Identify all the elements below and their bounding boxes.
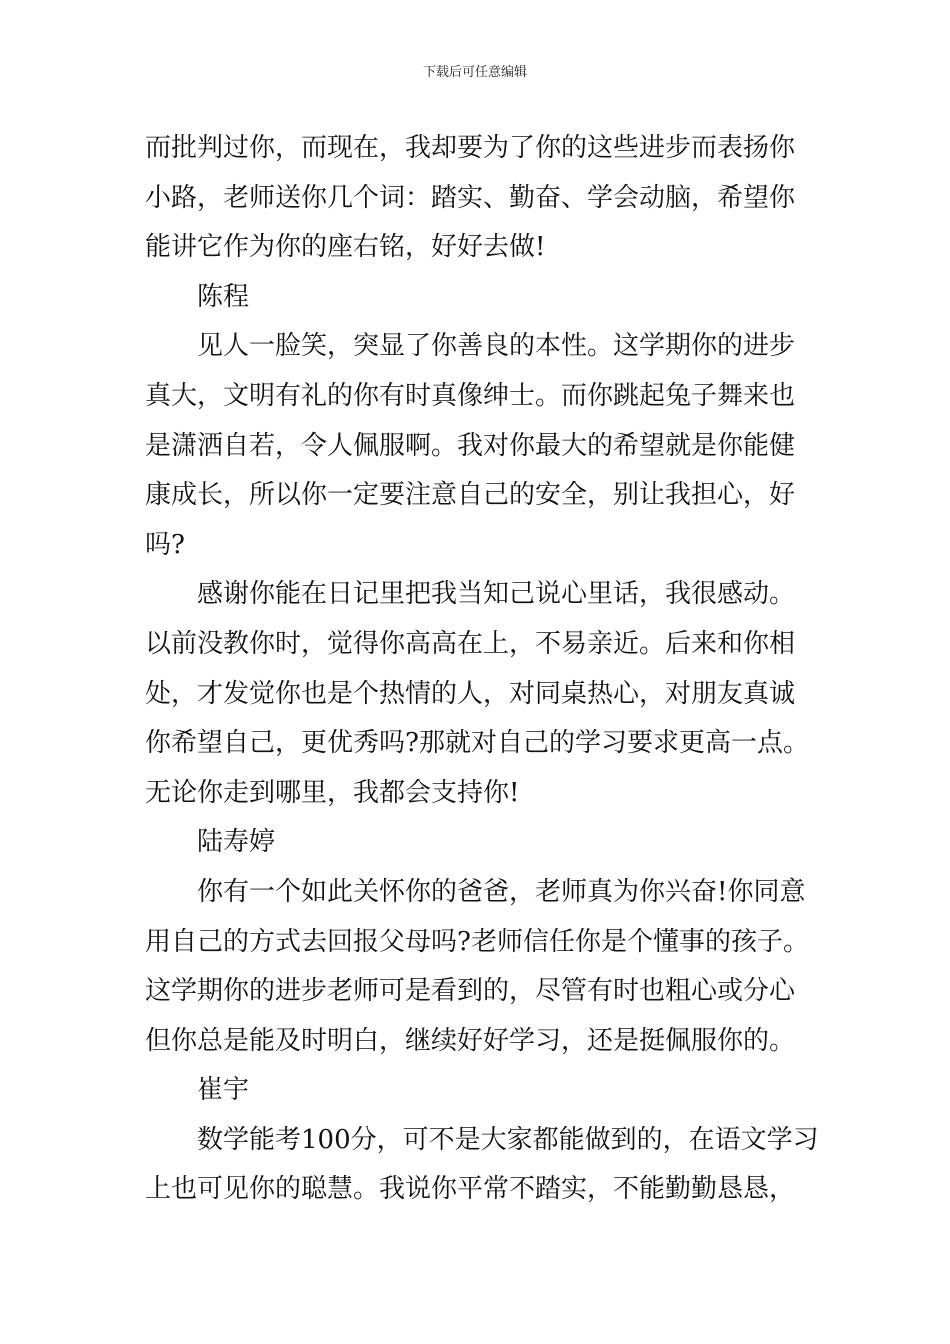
text-line: 但你总是能及时明白，继续好好学习，还是挺佩服你的。 [145, 1025, 796, 1056]
text-line: 你希望自己，更优秀吗?那就对自己的学习要求更高一点。 [145, 728, 809, 759]
student-name: 崔宇 [197, 1075, 250, 1106]
paragraph-start-line: 见人一脸笑，突显了你善良的本性。这学期你的进步 [197, 331, 796, 362]
document-body [145, 124, 819, 1215]
page-header: 下载后可任意编辑 [422, 65, 527, 80]
text-line: 真大，文明有礼的你有时真像绅士。而你跳起兔子舞来也 [145, 380, 796, 411]
text-line: 能讲它作为你的座右铭，好好去做! [145, 232, 546, 263]
text-line: 处，才发觉你也是个热情的人，对同桌热心，对朋友真诚 [145, 678, 796, 709]
text-line: 这学期你的进步老师可是看到的，尽管有时也粗心或分心 [145, 976, 796, 1007]
paragraph-start-line: 你有一个如此关怀你的爸爸，老师真为你兴奋!你同意 [197, 876, 806, 907]
text-line: 用自己的方式去回报父母吗?老师信任你是个懂事的孩子。 [145, 926, 809, 957]
student-name: 陈程 [197, 281, 250, 312]
text-line: 吗? [145, 529, 185, 560]
text-line: 以前没教你时，觉得你高高在上，不易亲近。后来和你相 [145, 628, 796, 659]
paragraph-start-line: 感谢你能在日记里把我当知己说心里话，我很感动。 [197, 579, 796, 610]
text-line: 康成长，所以你一定要注意自己的安全，别让我担心，好 [145, 480, 796, 511]
paragraph-start-line: 数学能考100分，可不是大家都能做到的，在语文学习 [197, 1124, 819, 1155]
text-line: 小路，老师送你几个词：踏实、勤奋、学会动脑，希望你 [145, 182, 796, 213]
text-line: 无论你走到哪里，我都会支持你! [145, 777, 520, 808]
text-line: 上也可见你的聪慧。我说你平常不踏实，不能勤勤恳恳， [145, 1174, 796, 1205]
student-name: 陆寿婷 [197, 827, 276, 858]
text-line: 是潇洒自若，令人佩服啊。我对你最大的希望就是你能健 [145, 430, 796, 461]
text-line: 而批判过你，而现在，我却要为了你的这些进步而表扬你 [145, 133, 796, 163]
